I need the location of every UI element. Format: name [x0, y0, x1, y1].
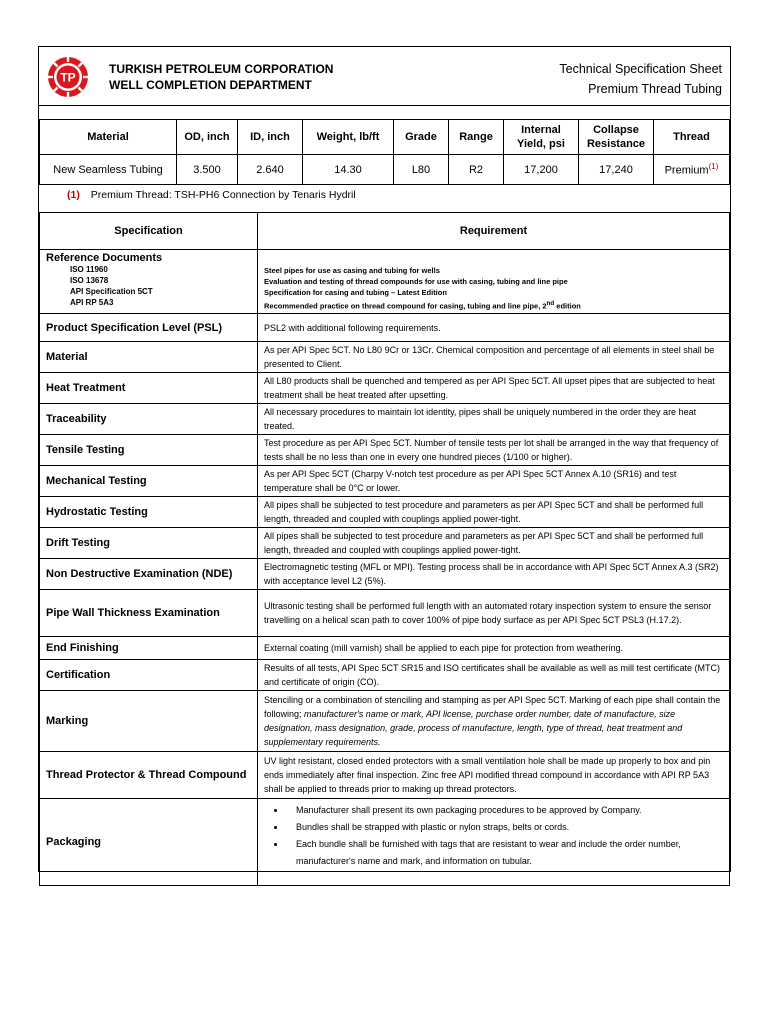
spec-label: Traceability: [40, 404, 258, 435]
col-header-specification: Specification: [40, 213, 258, 250]
table-row: [40, 497, 730, 528]
spec-requirement: External coating (mill varnish) shall be applied to each pipe for protection from weathering.: [258, 637, 730, 660]
table-row: [40, 155, 730, 185]
ref-docs-label: Reference Documents: [46, 252, 163, 264]
footnote-ref: (1): [708, 162, 719, 172]
material-table-header: [40, 120, 730, 155]
table-row: [40, 660, 730, 691]
company-name: TURKISH PETROLEUM CORPORATION: [109, 62, 334, 76]
list-item: • Bundles shall be strapped with plastic or nylon straps, belts or cords.: [286, 819, 723, 836]
table-row: [40, 342, 730, 373]
spec-label: Hydrostatic Testing: [40, 497, 258, 528]
ref-doc-desc: [264, 298, 723, 312]
col-header-od: OD, inch: [177, 120, 238, 155]
col-header-weight: Weight, lb/ft: [303, 120, 394, 155]
table-row: [40, 250, 730, 314]
cell-grade: L80: [394, 155, 449, 185]
spec-label: Mechanical Testing: [40, 466, 258, 497]
table-row: [40, 404, 730, 435]
cell-weight: 14.30: [303, 155, 394, 185]
spec-requirement: Results of all tests, API Spec 5CT SR15 and ISO certificates shall be available as well as mill test certificate (MTC) and certificate of origin (CO).: [258, 660, 730, 691]
cell-id: 2.640: [238, 155, 303, 185]
table-row: [40, 559, 730, 590]
spec-requirement: PSL2 with additional following requirements.: [258, 314, 730, 342]
ref-doc-item: ISO 13678: [70, 276, 109, 285]
ref-doc-desc-text: Recommended practice on thread compound for casing, tubing and line pipe, 2: [264, 301, 547, 311]
spec-label: Marking: [40, 691, 258, 752]
footnote: [67, 189, 356, 201]
ref-doc-desc: Specification for casing and tubing – Latest Edition: [264, 287, 447, 297]
document-title-block: [559, 59, 722, 99]
table-row: [40, 435, 730, 466]
spec-requirement: [258, 691, 730, 752]
col-header-material: Material: [40, 120, 177, 155]
cell-material: New Seamless Tubing: [40, 155, 177, 185]
footnote-number: (1): [67, 189, 80, 201]
cell-od: 3.500: [177, 155, 238, 185]
cell-collapse: 17,240: [579, 155, 654, 185]
spec-requirement: All pipes shall be subjected to test procedure and parameters as per API Spec 5CT and shall be performed full length, threaded and coupled with couplings applied power-tight.: [258, 497, 730, 528]
ref-docs-requirements: [258, 250, 730, 314]
document-header: [39, 47, 730, 106]
ref-doc-item: API RP 5A3: [70, 298, 114, 307]
material-table: [39, 119, 730, 185]
table-row: [40, 590, 730, 637]
spec-table-header: [40, 213, 730, 250]
packaging-requirement: [258, 799, 730, 886]
marking-text: Stenciling or a combination of stenciling and stamping as per API Spec 5CT. Marking of each pipe shall contain the following;: [264, 695, 721, 719]
spec-requirement: All necessary procedures to maintain lot identity, pipes shall be uniquely numbered in the order they are heat treated.: [258, 404, 730, 435]
spec-label: Product Specification Level (PSL): [40, 314, 258, 342]
organization-block: [109, 61, 333, 93]
spec-requirement: As per API Spec 5CT. No L80 9Cr or 13Cr. Chemical composition and percentage of all elements in steel shall be presented to Client.: [258, 342, 730, 373]
table-row: [40, 799, 730, 886]
col-header-grade: Grade: [394, 120, 449, 155]
ref-doc-desc-sup: nd: [546, 299, 555, 307]
col-header-requirement: Requirement: [258, 213, 730, 250]
col-header-range: Range: [449, 120, 504, 155]
specification-table: [39, 212, 730, 886]
cell-thread: [654, 155, 730, 185]
spec-requirement: Test procedure as per API Spec 5CT. Number of tensile tests per lot shall be arranged in the way that frequency of tests shall be no less than one in every one hundred pieces (1/100 or higher).: [258, 435, 730, 466]
table-row: [40, 691, 730, 752]
document-subject: Premium Thread Tubing: [588, 82, 722, 96]
list-item: • Manufacturer shall present its own packaging procedures to be approved by Company.: [286, 802, 723, 819]
ref-doc-item: ISO 11960: [70, 265, 108, 274]
logo-text: TP: [60, 70, 76, 85]
spec-label: Certification: [40, 660, 258, 691]
footnote-text: Premium Thread: TSH-PH6 Connection by Tenaris Hydril: [90, 189, 356, 201]
marking-fields: manufacturer's name or mark, API license, purchase order number, date of manufacture, size designation, mass designation, grade, process of manufacture, length, type of thread, heat treatment and supplementary requirements.: [264, 709, 683, 747]
spec-requirement: All pipes shall be subjected to test procedure and parameters as per API Spec 5CT and shall be performed full length, threaded and coupled with couplings applied power-tight.: [258, 528, 730, 559]
spec-label: Material: [40, 342, 258, 373]
packaging-list: [264, 802, 723, 870]
ref-doc-desc: Steel pipes for use as casing and tubing for wells: [264, 265, 440, 275]
spec-requirement: UV light resistant, closed ended protectors with a small ventilation hole shall be made up properly to box and pin ends immediately after final inspection. Zinc free API modified thread compound in accordance with API RP 5A3 shall be applied to threads prior to making up thread protectors.: [258, 752, 730, 799]
spec-requirement: Ultrasonic testing shall be performed full length with an automated rotary inspection system to ensure the sensor travelling on a helical scan path to cover 100% of pipe body surface as per API Spec 5CT PSL3 (H.17.2).: [258, 590, 730, 637]
ref-docs-cell: [40, 250, 258, 314]
spec-sheet: [38, 46, 731, 872]
spec-label: End Finishing: [40, 637, 258, 660]
cell-internal-yield: 17,200: [504, 155, 579, 185]
col-header-collapse: Collapse Resistance: [579, 120, 654, 155]
col-header-thread: Thread: [654, 120, 730, 155]
table-row: [40, 373, 730, 404]
ref-doc-desc-tail: edition: [554, 301, 581, 311]
spec-label: Drift Testing: [40, 528, 258, 559]
department-name: WELL COMPLETION DEPARTMENT: [109, 78, 312, 92]
col-header-id: ID, inch: [238, 120, 303, 155]
table-row: [40, 466, 730, 497]
tpao-logo-icon: [47, 56, 89, 98]
spec-label: Tensile Testing: [40, 435, 258, 466]
document-type: Technical Specification Sheet: [559, 62, 722, 76]
spec-requirement: Electromagnetic testing (MFL or MPI). Testing process shall be in accordance with API Spec 5CT Annex A.3 (SR2) with acceptance level L2 (5%).: [258, 559, 730, 590]
table-row: [40, 528, 730, 559]
spec-requirement: All L80 products shall be quenched and tempered as per API Spec 5CT. All upset pipes that are subjected to heat treatment shall be heat treated after upsetting.: [258, 373, 730, 404]
table-row: [40, 314, 730, 342]
ref-doc-desc: Evaluation and testing of thread compounds for use with casing, tubing and line pipe: [264, 276, 568, 286]
spec-label: Pipe Wall Thickness Examination: [40, 590, 258, 637]
spec-label: Thread Protector & Thread Compound: [40, 752, 258, 799]
table-row: [40, 637, 730, 660]
col-header-internal-yield: Internal Yield, psi: [504, 120, 579, 155]
spec-requirement: As per API Spec 5CT (Charpy V-notch test procedure as per API Spec 5CT Annex A.10 (SR16) and test temperature shall be 0°C or lower.: [258, 466, 730, 497]
cell-range: R2: [449, 155, 504, 185]
thread-value: Premium: [664, 164, 709, 177]
list-item: • Each bundle shall be furnished with tags that are resistant to wear and include the order number, manufacturer's name and mark, and information on tubular.: [286, 836, 723, 870]
spec-label: Packaging: [40, 799, 258, 886]
spec-label: Heat Treatment: [40, 373, 258, 404]
table-row: [40, 752, 730, 799]
ref-doc-item: API Specification 5CT: [70, 287, 153, 296]
spec-label: Non Destructive Examination (NDE): [40, 559, 258, 590]
